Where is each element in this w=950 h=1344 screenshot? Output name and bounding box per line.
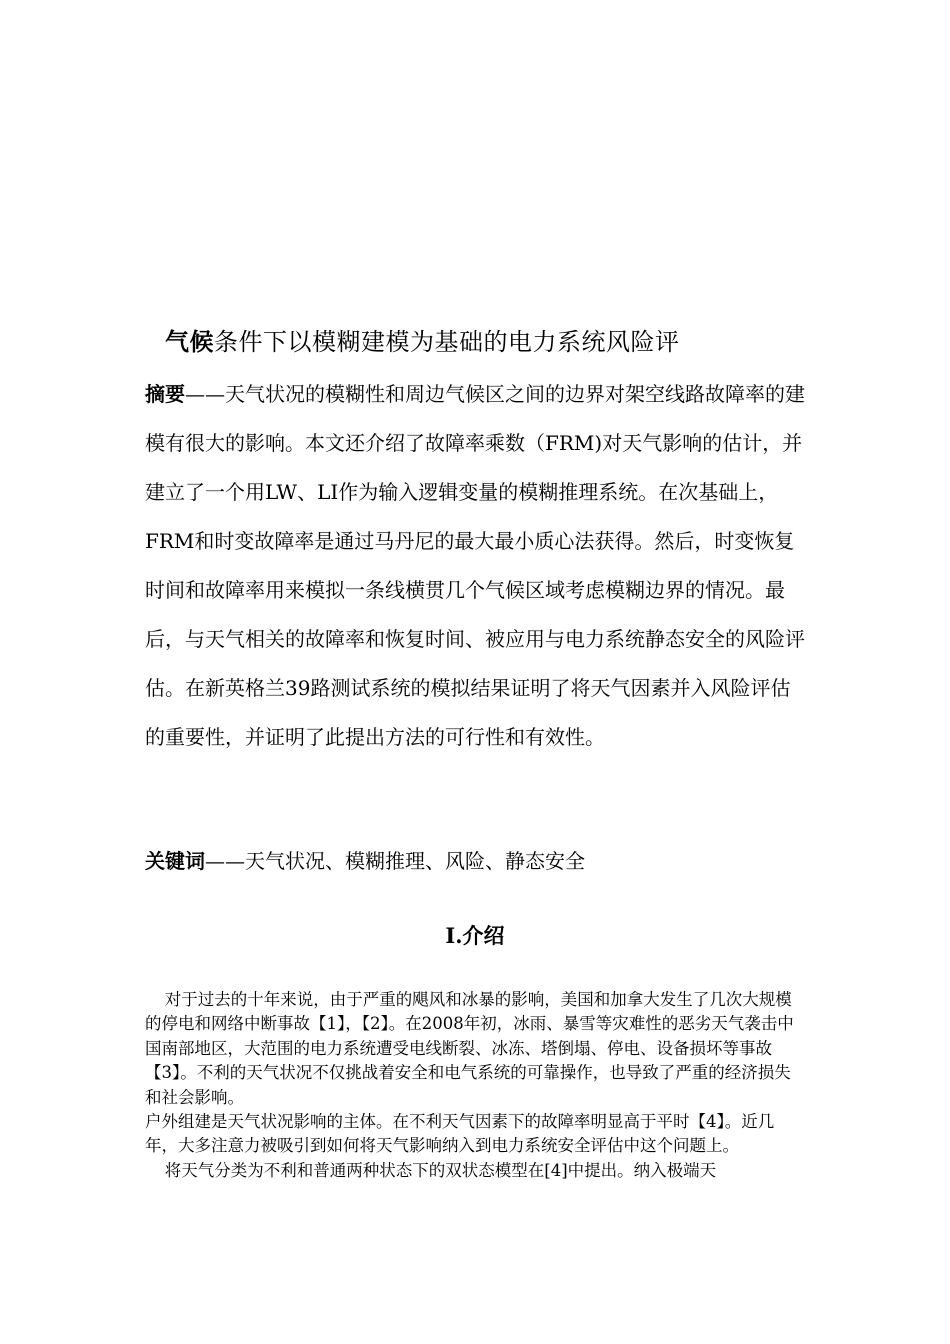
body-text	[145, 988, 805, 1183]
abstract-label: 摘要	[145, 382, 185, 406]
paragraph: 户外组建是天气状况影响的主体。在不利天气因素下的故障率明显高于平时【4】。近几年，大多注意力被吸引到如何将天气影响纳入到电力系统安全评估中这个问题上。	[145, 1112, 775, 1156]
paragraph: 将天气分类为不利和普通两种状态下的双状态模型在[4]中提出。纳入极端天	[164, 1160, 717, 1180]
paragraph: 对于过去的十年来说，由于严重的飓风和冰暴的影响，美国和加拿大发生了几次大规模的停电和网络中断事故【1】，【2】。在2008年初，冰雨、暴雪等灾难性的恶劣天气袭击中国南部地区，大范围的电力系统遭受电线断裂、冰冻、塔倒塌、停电、设备损坏等事故【3】。不利的天气状况不仅挑战着安全和电气系统的可靠操作，也导致了严重的经济损失和社会影响。	[145, 990, 794, 1107]
keywords	[145, 843, 585, 879]
title-rest: 条件下以模糊建模为基础的电力系统风险评	[214, 328, 680, 356]
keywords-label: 关键词	[145, 849, 205, 873]
abstract	[145, 370, 805, 762]
document-title	[165, 322, 680, 357]
section-heading: I.介绍	[445, 923, 505, 948]
keywords-text: ——天气状况、模糊推理、风险、静态安全	[205, 849, 585, 873]
title-bold-part: 气候	[165, 328, 214, 356]
abstract-text: ——天气状况的模糊性和周边气候区之间的边界对架空线路故障率的建模有很大的影响。本文还介绍了故障率乘数（FRM)对天气影响的估计，并建立了一个用LW、LI作为输入逻辑变量的模糊推理系统。在次基础上，FRM和时变故障率是通过马丹尼的最大最小质心法获得。然后，时变恢复时间和故障率用来模拟一条线横贯几个气候区域考虑模糊边界的情况。最后，与天气相关的故障率和恢复时间、被应用与电力系统静态安全的风险评估。在新英格兰39路测试系统的模拟结果证明了将天气因素并入风险评估的重要性，并证明了此提出方法的可行性和有效性。	[145, 382, 805, 749]
